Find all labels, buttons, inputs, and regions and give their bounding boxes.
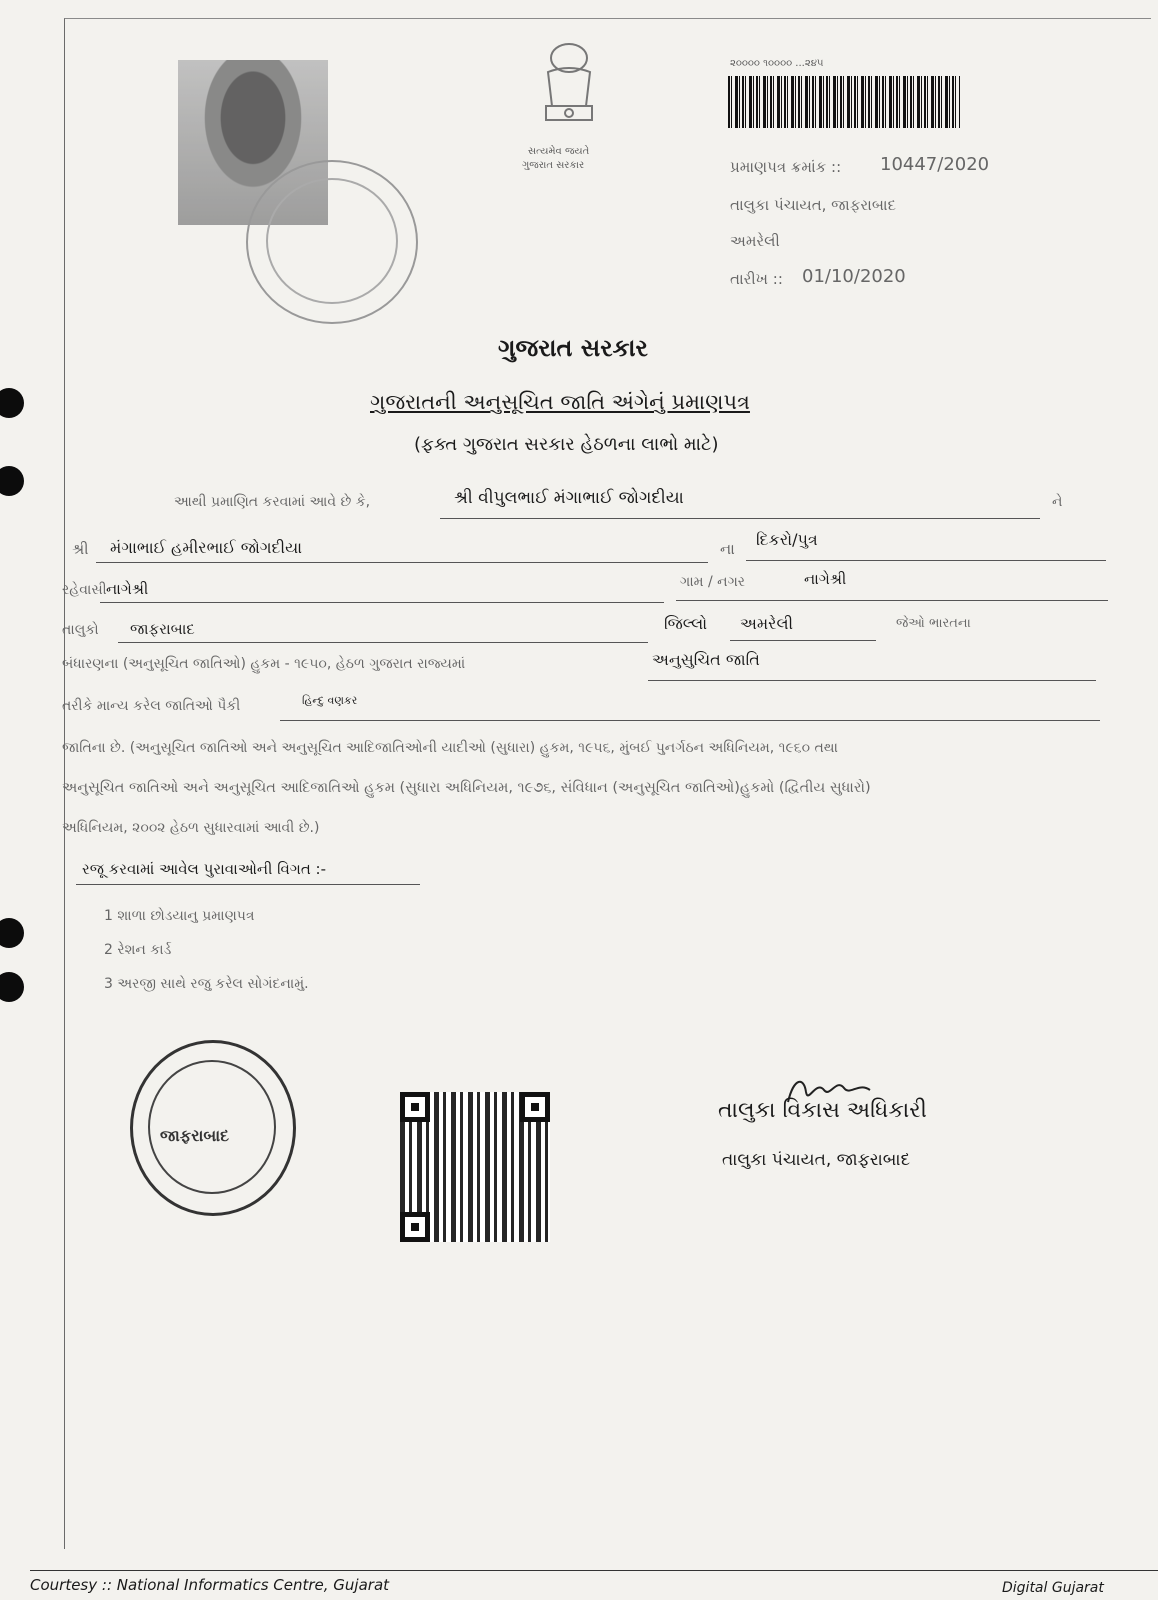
paragraph-line: અનુસૂચિત જાતિઓ અને અનુસૂચિત આદિજાતિઓ હુકમ (સુધારા અધિનિયમ, ૧૯૭૬, સંવિધાન (અનુસૂચિત જાતિઓ)હુકમો (દ્વિતીય સુધારો) — [62, 780, 871, 796]
taluka-label: તાલુકો — [62, 622, 99, 638]
certificate-title: ગુજરાતની અનુસૂચિત જાતિ અંગેનું પ્રમાણપત્ર — [370, 390, 750, 414]
underline — [118, 642, 648, 643]
government-title: ગુજરાત સરકાર — [498, 334, 648, 362]
barcode-number: ૨૦૦૦૦ ૧૦૦૦૦ ...૨૪૫ — [730, 58, 824, 69]
punch-hole — [0, 388, 24, 418]
certificate-no: 10447/2020 — [880, 154, 990, 175]
footer-right: Digital Gujarat — [1002, 1580, 1104, 1596]
taluka: જાફરાબાદ — [130, 620, 195, 638]
village: નાગેશ્રી — [804, 570, 847, 588]
underline — [96, 562, 708, 563]
certificate-no-label: પ્રમાણપત્ર ક્રમાંક :: — [730, 158, 842, 176]
paragraph-line: અધિનિયમ, ૨૦૦૨ હેઠળ સુધારવામાં આવી છે.) — [62, 820, 320, 836]
paragraph-line: જાતિના છે. (અનુસૂચિત જાતિઓ અને અનુસૂચિત આદિજાતિઓની યાદીઓ (સુધારા) હુકમ, ૧૯૫૬, મુંબઈ પુનર્ગઠન અધિનિયમ, ૧૯૬૦ તથા — [62, 740, 838, 756]
photo-stamp-inner — [266, 178, 398, 304]
emblem-caption: સત્યમેવ જયતે — [528, 146, 590, 157]
punch-hole — [0, 466, 24, 496]
punch-hole — [0, 972, 24, 1002]
underline — [440, 518, 1040, 519]
caste: હિન્દુ વણકર — [302, 694, 358, 707]
resident: નાગેશ્રી — [106, 580, 149, 598]
certificate-subtitle: (ફક્ત ગુજરાત સરકાર હેઠળના લાભો માટે) — [414, 434, 719, 455]
barcode — [728, 76, 960, 128]
underline — [746, 560, 1106, 561]
punch-hole — [0, 918, 24, 948]
father-name: મંગાભાઈ હમીરભાઈ જોગદીયા — [110, 538, 303, 557]
header-office: તાલુકા પંચાયત, જાફરાબાદ — [730, 196, 896, 214]
signatory-office: તાલુકા પંચાયત, જાફરાબાદ — [722, 1150, 911, 1170]
to-suffix: ને — [1052, 494, 1063, 510]
evidence-heading: રજૂ કરવામાં આવેલ પુરાવાઓની વિગત :- — [82, 860, 327, 878]
underline — [100, 602, 664, 603]
underline — [76, 884, 420, 885]
recognized-text: તરીકે માન્ય કરેલ જાતિઓ પૈકી — [62, 698, 241, 714]
evidence-item: 1 શાળા છોડયાનુ પ્રમાણપત્ર — [104, 908, 255, 924]
qr-finder — [400, 1212, 430, 1242]
resident-label: રહેવાસી — [62, 582, 107, 598]
certificate-date: 01/10/2020 — [802, 266, 906, 287]
underline — [280, 720, 1100, 721]
national-emblem-icon — [524, 36, 614, 136]
footer-courtesy: Courtesy :: National Informatics Centre, Gujarat — [30, 1576, 390, 1594]
seal-text: જાફરાબાદ — [160, 1126, 230, 1145]
date-label: તારીખ :: — [730, 270, 783, 288]
underline — [676, 600, 1108, 601]
intro-text: આથી પ્રમાણિત કરવામાં આવે છે કે, — [174, 494, 371, 510]
relation: દિકરો/પુત્ર — [756, 530, 818, 549]
evidence-item: 3 અરજી સાથે રજુ કરેલ સોગંદનામું. — [104, 976, 309, 992]
india-text: જેઓ ભારતના — [896, 616, 971, 631]
district: અમરેલી — [740, 614, 794, 633]
village-label: ગામ / નગર — [680, 574, 746, 590]
header-district: અમરેલી — [730, 232, 780, 250]
underline — [648, 680, 1096, 681]
district-label: જિલ્લો — [664, 614, 708, 633]
emblem-caption: ગુજરાત સરકાર — [522, 160, 585, 171]
relation-prefix: ના — [720, 540, 735, 558]
qr-finder — [400, 1092, 430, 1122]
qr-finder — [520, 1092, 550, 1122]
constitution-text: બંધારણના (અનુસૂચિત જાતિઓ) હુકમ - ૧૯૫૦, હેઠળ ગુજરાત રાજ્યમાં — [62, 656, 466, 672]
applicant-name: શ્રી વીપુલભાઈ મંગાભાઈ જોગદીયા — [454, 488, 684, 508]
signatory-designation: તાલુકા વિકાસ અધિકારી — [718, 1098, 927, 1123]
footer-rule — [30, 1570, 1158, 1571]
category: અનુસુચિત જાતિ — [652, 650, 760, 669]
underline — [730, 640, 876, 641]
father-prefix: શ્રી — [72, 540, 89, 558]
qr-code — [400, 1092, 550, 1242]
evidence-item: 2 રેશન કાર્ડ — [104, 942, 172, 958]
